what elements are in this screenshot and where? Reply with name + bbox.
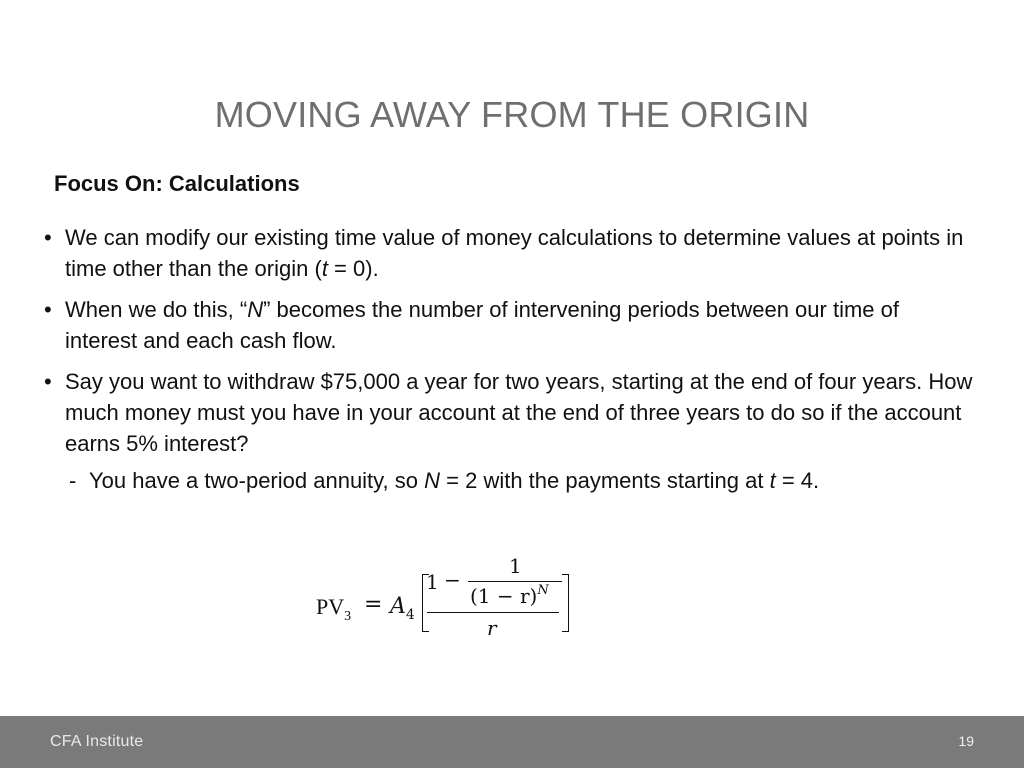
page-number: 19 <box>958 733 974 749</box>
bullet-item <box>44 366 974 459</box>
formula-equals: = <box>364 592 383 617</box>
bullet-item <box>44 222 974 284</box>
formula-denominator: r <box>487 616 497 640</box>
bullet-item <box>44 294 974 356</box>
sub-bullet-text: with the payments starting at <box>477 468 770 493</box>
formula-coefficient: $A_4$ <box>390 594 415 623</box>
bullet-text: When we do this, “ <box>65 297 248 322</box>
formula-inner-numerator: 1 <box>509 554 522 578</box>
sub-bullet-equation: = 4. <box>775 468 820 493</box>
formula-one: 1 <box>426 570 439 594</box>
formula-inner-denominator: $(1 - r)^N$ <box>470 583 549 608</box>
variable-n: N <box>424 468 441 493</box>
formula-minus: − <box>444 568 461 592</box>
formula-lhs: $PV_3$ <box>316 594 352 624</box>
sub-bullet-marker: - <box>69 468 77 493</box>
formula-main-fraction-line <box>427 612 559 613</box>
variable-t: t <box>769 468 776 493</box>
formula-inner-fraction-line <box>468 581 562 582</box>
variable-t: t <box>321 256 328 281</box>
bullet-text: We can modify our existing time value of money calculations to determine values at points in time other than the origin ( <box>65 225 964 281</box>
bullet-marker: • <box>44 225 52 250</box>
sub-bullet-text: You have a two-period annuity, so <box>89 468 425 493</box>
sub-bullet-item <box>44 465 974 496</box>
slide-title: MOVING AWAY FROM THE ORIGIN <box>214 94 810 135</box>
footer-bar <box>0 716 1024 768</box>
footer-brand: CFA Institute <box>50 733 144 750</box>
bullet-text: Say you want to withdraw $75,000 a year for two years, starting at the end of four years. How much money must you have in your account at the end of three years to do so if the account earns 5% interest? <box>65 369 973 456</box>
bullet-text: = 0). <box>327 256 379 281</box>
bullet-marker: • <box>44 297 52 322</box>
section-heading: Focus On: Calculations <box>54 171 300 196</box>
formula-right-bracket <box>562 574 569 632</box>
bullet-text: ” becomes the number of intervening periods between our time of interest and each cash flow. <box>65 297 899 353</box>
sub-bullet-equation: = 2 <box>440 468 478 493</box>
bullet-list <box>44 222 974 496</box>
variable-n: N <box>247 297 264 322</box>
bullet-marker: • <box>44 369 52 394</box>
annuity-formula <box>316 552 586 642</box>
